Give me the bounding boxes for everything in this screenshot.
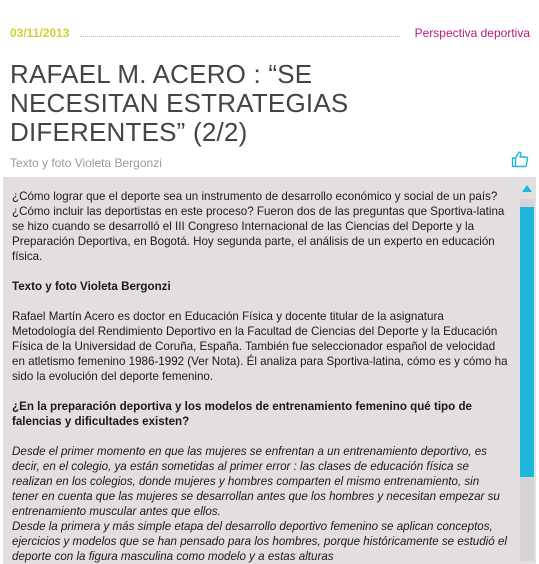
dotted-divider bbox=[80, 36, 400, 37]
category-link[interactable]: Perspectiva deportiva bbox=[414, 26, 530, 40]
intro-paragraph: ¿Cómo lograr que el deporte sea un instrumento de desarrollo económico y social de un país? ¿Cómo incluir las deportistas en este proceso? Fueron dos de las preguntas que Sportiva-latina se hizo cuando se desarrolló el III Congreso Internacional de las Ciencias del Deporte y la Preparación Deportiva, en Bogotá. Hoy segunda parte, el análisis de un experto en educación física. bbox=[12, 190, 505, 263]
answer-paragraph: Desde el primer momento en que las mujeres se enfrentan a un entrenamiento deportivo, es decir, en el colegio, ya están sometidas al primer error : las clases de educación física se realizan en los colegios, donde mujeres y hombres comparten el mismo entrenamiento, sin tener en cuenta que las mujeres se desarrollan antes que los hombres y necesitan empezar su entrenamiento muscular antes que ellos. bbox=[12, 445, 500, 518]
article-body bbox=[12, 189, 508, 564]
scrollbar-thumb[interactable] bbox=[520, 207, 534, 477]
bio-paragraph: Rafael Martín Acero es doctor en Educación Física y docente titular de la asignatura Metodología del Rendimiento Deportivo en la Facultad de Ciencias del Deporte y la Educación Física de la Universidad de Coruña, España. También fue seleccionador español de velocidad en atletismo femenino 1986-1992 (Ver Nota). Él analiza para Sportiva-latina, cómo es y cómo ha sido la evolución del deporte femenino. bbox=[12, 310, 508, 383]
scroll-up-arrow-icon[interactable] bbox=[522, 185, 532, 192]
article-byline: Texto y foto Violeta Bergonzi bbox=[10, 156, 162, 170]
article-header-bar bbox=[10, 26, 530, 42]
credit-paragraph: Texto y foto Violeta Bergonzi bbox=[12, 280, 171, 293]
question-paragraph: ¿En la preparación deportiva y los modelos de entrenamiento femenino qué tipo de falencias y dificultades existen? bbox=[12, 400, 472, 428]
article-date: 03/11/2013 bbox=[10, 26, 70, 40]
thumbs-up-icon[interactable] bbox=[511, 150, 529, 168]
article-body-panel[interactable] bbox=[3, 177, 536, 564]
scrollbar-track[interactable] bbox=[520, 199, 534, 561]
answer-paragraph: Desde la primera y más simple etapa del desarrollo deportivo femenino se aplican conceptos, ejercicios y modelos que se han pensado para los hombres, porque históricamente se estudió el deporte con la figura masculina como modelo y a estas alturas bbox=[12, 520, 507, 563]
article-title: RAFAEL M. ACERO : “SE NECESITAN ESTRATEGIAS DIFERENTES” (2/2) bbox=[10, 59, 349, 147]
